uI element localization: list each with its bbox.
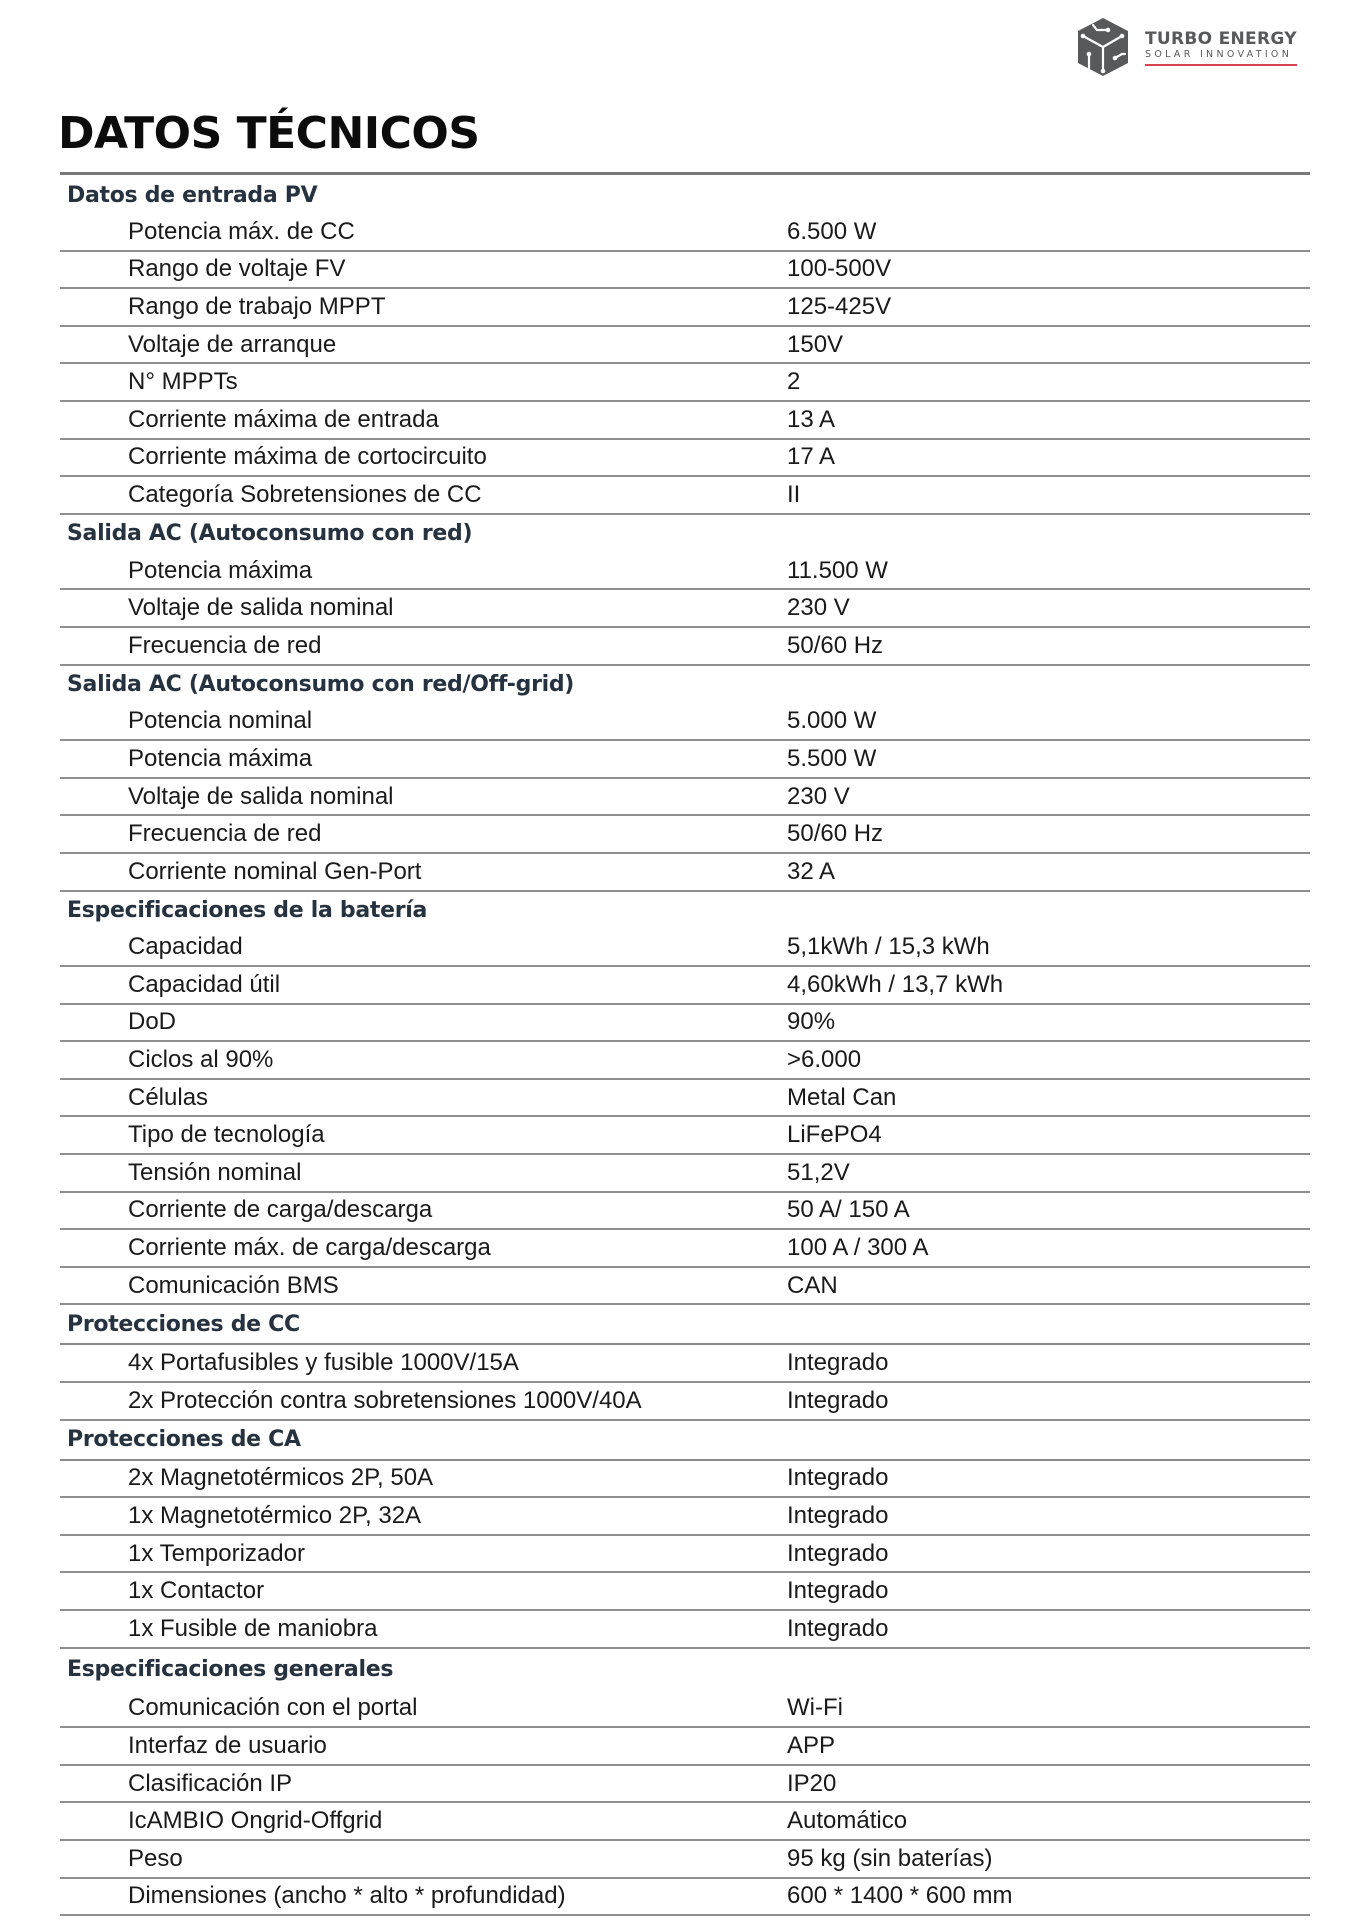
row-label: 2x Magnetotérmicos 2P, 50A (128, 1464, 434, 1492)
section-header-ac-output-offgrid: Salida AC (Autoconsumo con red/Off-grid) (67, 672, 575, 698)
row-value: Integrado (787, 1464, 889, 1492)
row-label: Dimensiones (ancho * alto * profundidad) (128, 1882, 566, 1910)
row-label: 2x Protección contra sobretensiones 1000V/40A (128, 1386, 642, 1414)
table-row (60, 1498, 1310, 1536)
row-label: 1x Fusible de maniobra (128, 1614, 378, 1642)
table-row (60, 402, 1310, 440)
section-header-ac-output-grid: Salida AC (Autoconsumo con red) (67, 521, 473, 547)
table-row (60, 289, 1310, 327)
row-label: Voltaje de arranque (128, 330, 337, 358)
row-value: IP20 (787, 1769, 837, 1797)
row-value: Integrado (787, 1614, 889, 1642)
table-row (60, 1461, 1310, 1499)
row-value: 5.000 W (787, 707, 877, 735)
row-label: Rango de voltaje FV (128, 255, 346, 283)
row-label: Tensión nominal (128, 1158, 302, 1186)
row-value: 90% (787, 1008, 836, 1036)
table-row (60, 1536, 1310, 1574)
section-header-pv-input: Datos de entrada PV (67, 182, 318, 208)
table-row (60, 252, 1310, 290)
row-label: Corriente nominal Gen-Port (128, 857, 422, 885)
row-value: 230 V (787, 782, 850, 810)
row-value: 230 V (787, 594, 850, 622)
table-row (60, 704, 1310, 742)
brand-name: TURBO ENERGY (1145, 28, 1297, 49)
row-label: Comunicación BMS (128, 1271, 339, 1299)
row-label: Corriente de carga/descarga (128, 1196, 433, 1224)
row-label: Potencia máxima (128, 556, 313, 584)
table-row (60, 1193, 1310, 1231)
row-label: Rango de trabajo MPPT (128, 292, 386, 320)
row-value: Integrado (787, 1349, 889, 1377)
row-label: Células (128, 1083, 209, 1111)
row-value: Integrado (787, 1502, 889, 1530)
row-label: Potencia nominal (128, 707, 313, 735)
row-value: 17 A (787, 443, 836, 471)
row-value: 100 A / 300 A (787, 1234, 929, 1262)
row-value: 50 A/ 150 A (787, 1196, 910, 1224)
row-label: 1x Contactor (128, 1577, 265, 1605)
row-value: 100-500V (787, 255, 892, 283)
row-label: Tipo de tecnología (128, 1121, 325, 1149)
table-row (60, 1005, 1310, 1043)
row-label: DoD (128, 1008, 177, 1036)
row-value: II (787, 480, 801, 508)
table-row (60, 1230, 1310, 1268)
row-value: 4,60kWh / 13,7 kWh (787, 970, 1004, 998)
section-header-ac-protections: Protecciones de CA (60, 1421, 1310, 1461)
row-label: 4x Portafusibles y fusible 1000V/15A (128, 1349, 519, 1377)
row-value: 6.500 W (787, 217, 877, 245)
row-label: Interfaz de usuario (128, 1731, 327, 1759)
table-row (60, 1080, 1310, 1118)
row-label: 1x Temporizador (128, 1539, 305, 1567)
title-divider (60, 172, 1310, 175)
row-value: Integrado (787, 1577, 889, 1605)
row-value: Integrado (787, 1539, 889, 1567)
table-row (60, 854, 1310, 892)
table-row (60, 1345, 1310, 1383)
row-label: Capacidad (128, 933, 243, 961)
row-value: APP (787, 1731, 836, 1759)
table-row (60, 1383, 1310, 1421)
section-header-general: Especificaciones generales (67, 1657, 394, 1683)
table-row (60, 930, 1310, 968)
row-label: Peso (128, 1844, 183, 1872)
row-label: 1x Magnetotérmico 2P, 32A (128, 1502, 422, 1530)
row-value: CAN (787, 1271, 838, 1299)
row-value: 51,2V (787, 1158, 850, 1186)
table-row (60, 816, 1310, 854)
row-value: 150V (787, 330, 844, 358)
row-value: Metal Can (787, 1083, 897, 1111)
row-value: 600 * 1400 * 600 mm (787, 1882, 1013, 1910)
row-value: 32 A (787, 857, 836, 885)
page-title: DATOS TÉCNICOS (58, 108, 480, 159)
row-value: Automático (787, 1807, 908, 1835)
table-row (60, 1766, 1310, 1804)
table-row (60, 214, 1310, 252)
table-row (60, 967, 1310, 1005)
row-label: IcAMBIO Ongrid-Offgrid (128, 1807, 383, 1835)
row-label: Clasificación IP (128, 1769, 293, 1797)
row-value: 11.500 W (787, 556, 888, 584)
table-row (60, 1573, 1310, 1611)
row-value: 5,1kWh / 15,3 kWh (787, 933, 990, 961)
row-value: Wi-Fi (787, 1694, 843, 1722)
row-value: Integrado (787, 1386, 889, 1414)
row-value: 2 (787, 368, 801, 396)
row-value: 5.500 W (787, 744, 877, 772)
row-label: Comunicación con el portal (128, 1694, 418, 1722)
row-label: Potencia máxima (128, 744, 313, 772)
row-label: Categoría Sobretensiones de CC (128, 480, 482, 508)
row-label: Capacidad útil (128, 970, 281, 998)
row-label: Voltaje de salida nominal (128, 594, 394, 622)
row-value: 13 A (787, 405, 836, 433)
row-label: Corriente máxima de entrada (128, 405, 439, 433)
table-row (60, 779, 1310, 817)
table-row (60, 327, 1310, 365)
row-label: Ciclos al 90% (128, 1046, 274, 1074)
table-row (60, 1691, 1310, 1729)
table-row (60, 1803, 1310, 1841)
row-label: Frecuencia de red (128, 631, 322, 659)
row-value: 125-425V (787, 292, 892, 320)
table-row (60, 1879, 1310, 1917)
row-label: N° MPPTs (128, 368, 238, 396)
table-row (60, 477, 1310, 515)
table-row (60, 1155, 1310, 1193)
row-value: LiFePO4 (787, 1121, 882, 1149)
section-header-dc-protections: Protecciones de CC (60, 1305, 1310, 1345)
section-header-battery: Especificaciones de la batería (67, 898, 428, 923)
brand-tagline: SOLAR INNOVATION (1145, 49, 1297, 66)
spec-table (60, 176, 1310, 1916)
table-row (60, 1042, 1310, 1080)
table-row (60, 590, 1310, 628)
row-value: 50/60 Hz (787, 820, 884, 848)
table-row (60, 440, 1310, 478)
table-row (60, 1611, 1310, 1649)
row-label: Corriente máxima de cortocircuito (128, 443, 487, 471)
table-row (60, 741, 1310, 779)
row-label: Frecuencia de red (128, 820, 322, 848)
cube-circuit-logo-icon (1075, 16, 1131, 78)
table-row (60, 1268, 1310, 1306)
table-row (60, 1117, 1310, 1155)
table-row (60, 364, 1310, 402)
row-value: 50/60 Hz (787, 631, 884, 659)
row-label: Potencia máx. de CC (128, 217, 355, 245)
row-value: >6.000 (787, 1046, 862, 1074)
row-label: Voltaje de salida nominal (128, 782, 394, 810)
row-value: 95 kg (sin baterías) (787, 1844, 993, 1872)
row-label: Corriente máx. de carga/descarga (128, 1234, 491, 1262)
table-row (60, 1841, 1310, 1879)
brand-logo (1075, 16, 1297, 78)
table-row (60, 1728, 1310, 1766)
table-row (60, 553, 1310, 591)
table-row (60, 628, 1310, 666)
